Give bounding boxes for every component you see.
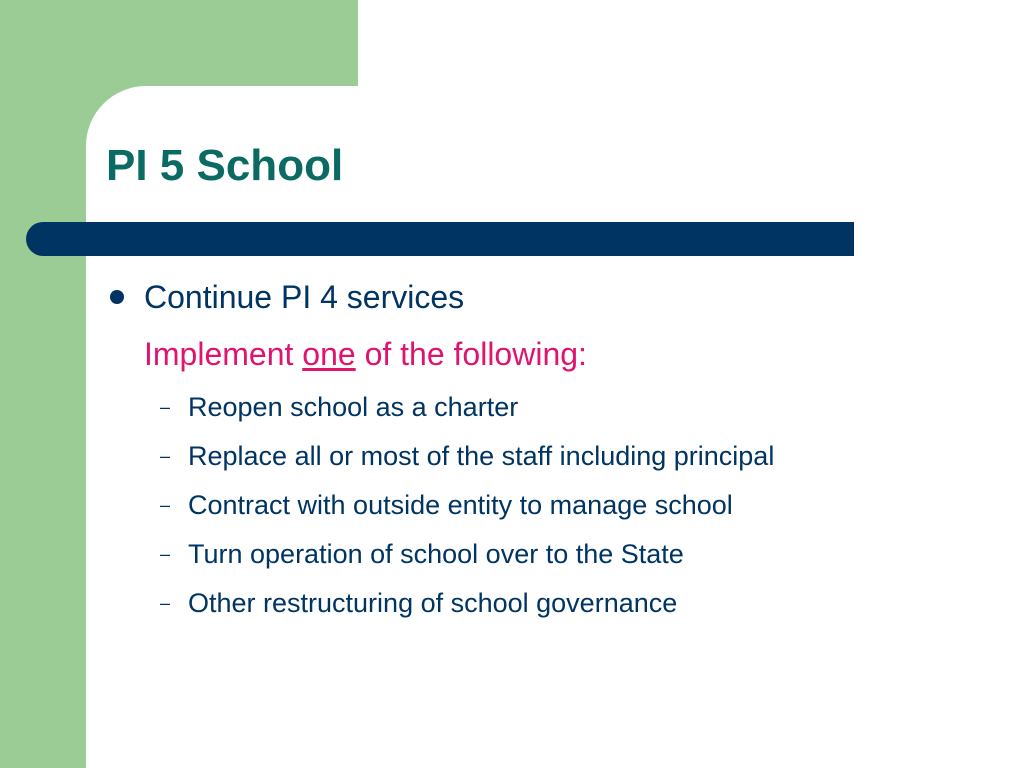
sub-bullet-text: Contract with outside entity to manage school — [188, 490, 733, 520]
implement-line — [144, 332, 587, 376]
dash-icon: – — [159, 544, 170, 564]
sub-bullet-item — [154, 383, 774, 432]
sub-bullet-item — [154, 530, 774, 579]
dash-icon: – — [159, 593, 170, 613]
sub-bullet-text: Other restructuring of school governance — [188, 588, 678, 618]
sub-bullet-item — [154, 579, 774, 628]
sub-bullet-list — [154, 383, 774, 628]
title-divider-bar — [26, 222, 854, 256]
dash-icon: – — [159, 495, 170, 515]
slide-title: PI 5 School — [106, 141, 344, 190]
sub-bullet-item — [154, 481, 774, 530]
sub-bullet-text: Turn operation of school over to the State — [188, 539, 684, 569]
bullet-dot-icon — [110, 290, 124, 304]
dash-icon: – — [159, 397, 170, 417]
implement-suffix: of the following: — [355, 335, 587, 372]
sub-bullet-text: Replace all or most of the staff including principal — [188, 441, 775, 471]
main-bullet-text: Continue PI 4 services — [144, 278, 465, 315]
dash-icon: – — [159, 446, 170, 466]
sub-bullet-text: Reopen school as a charter — [188, 392, 519, 422]
implement-prefix: Implement — [144, 335, 303, 372]
main-bullet — [106, 275, 464, 319]
sub-bullet-item — [154, 432, 774, 481]
implement-emphasis: one — [302, 335, 356, 372]
